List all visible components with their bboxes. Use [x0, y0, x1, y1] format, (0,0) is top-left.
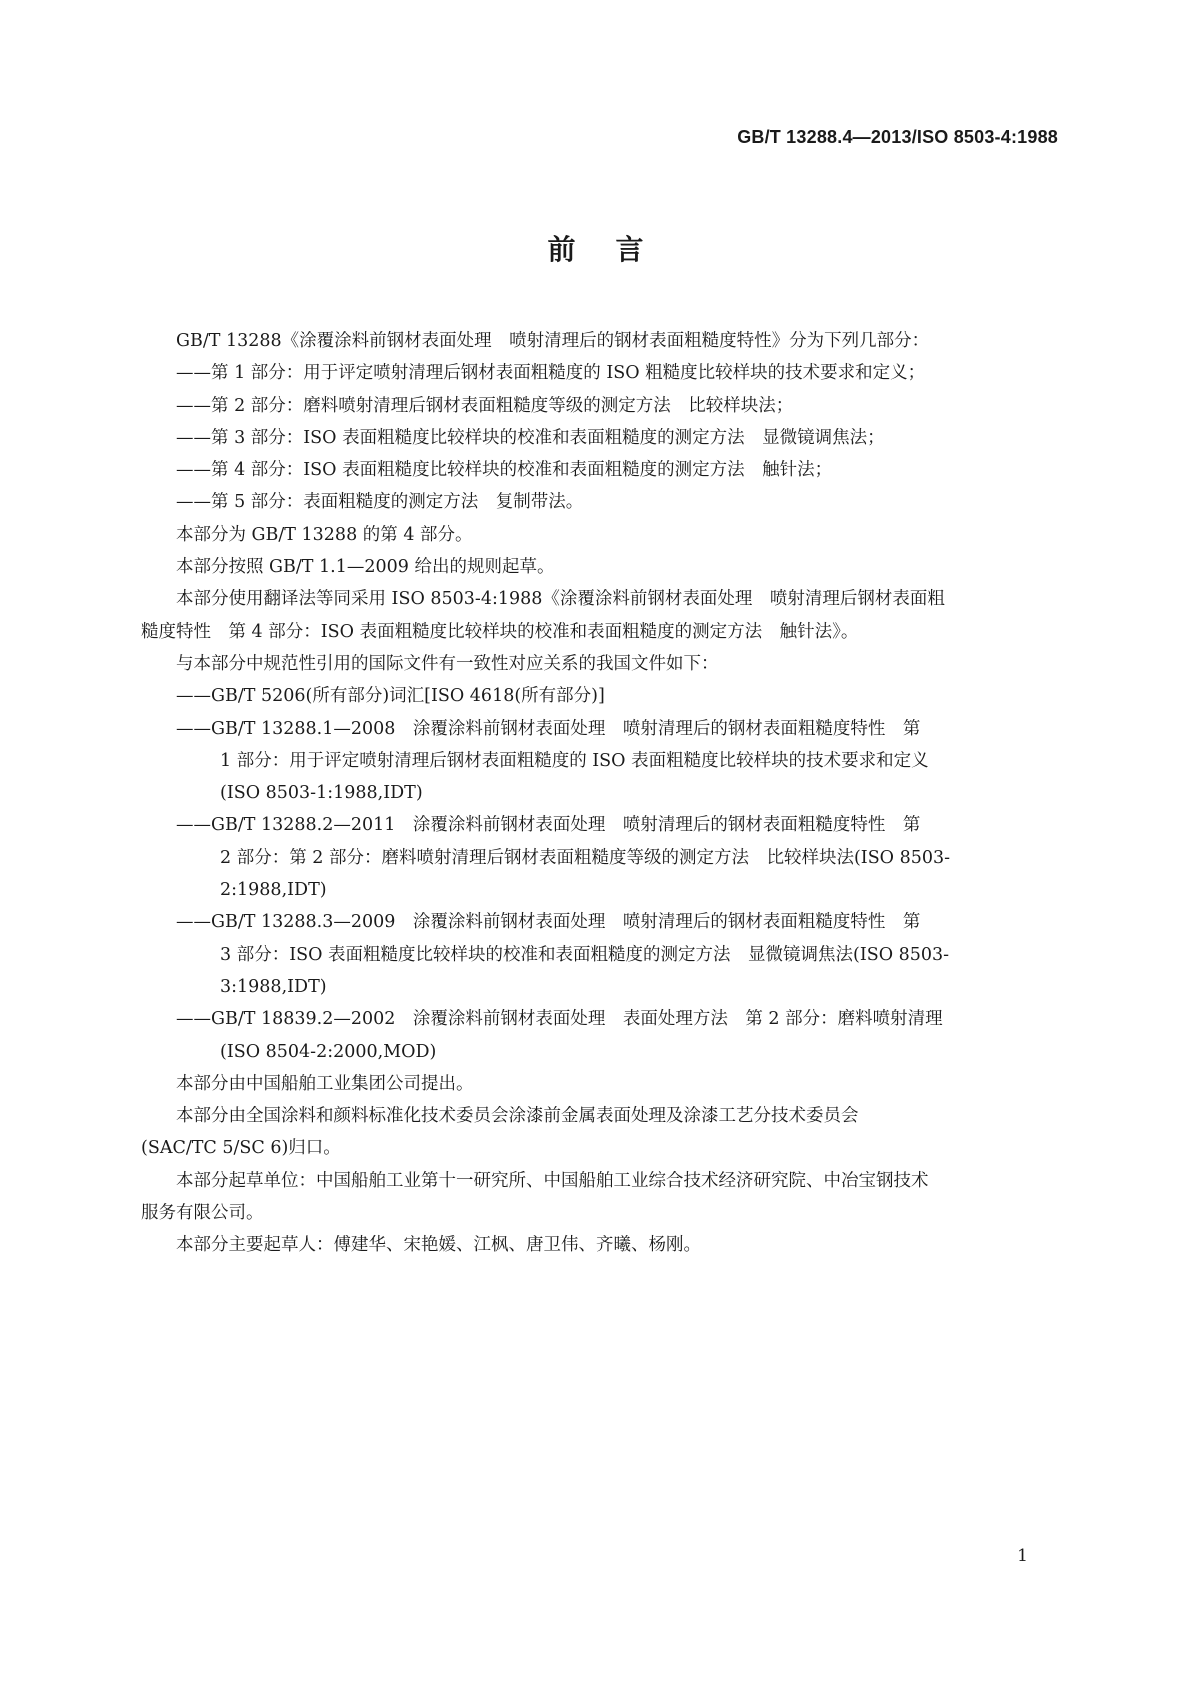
text-line: 3:1988,IDT) [220, 976, 327, 997]
text-line: (SAC/TC 5/SC 6)归口。 [141, 1138, 341, 1159]
text-line: 与本部分中规范性引用的国际文件有一致性对应关系的我国文件如下： [176, 653, 719, 674]
text-line: 2 部分：第 2 部分：磨料喷射清理后钢材表面粗糙度等级的测定方法 比较样块法(ISO 8503- [220, 847, 951, 868]
text-line: 服务有限公司。 [141, 1203, 264, 1224]
page-title: 前言 [547, 233, 684, 266]
text-line: ——第 3 部分：ISO 表面粗糙度比较样块的校准和表面粗糙度的测定方法 显微镜调焦法； [176, 427, 885, 448]
text-line: ——GB/T 13288.2—2011 涂覆涂料前钢材表面处理 喷射清理后的钢材表面粗糙度特性 第 [176, 815, 921, 836]
text-line: ——第 5 部分：表面粗糙度的测定方法 复制带法。 [176, 492, 584, 513]
text-line: 本部分为 GB/T 13288 的第 4 部分。 [176, 524, 473, 545]
text-line: ——第 1 部分：用于评定喷射清理后钢材表面粗糙度的 ISO 粗糙度比较样块的技术要求和定义； [176, 363, 926, 384]
text-line: 3 部分：ISO 表面粗糙度比较样块的校准和表面粗糙度的测定方法 显微镜调焦法(ISO 8503- [220, 944, 950, 965]
page-number: 1 [1017, 1546, 1028, 1566]
text-line: 本部分起草单位：中国船舶工业第十一研究所、中国船舶工业综合技术经济研究院、中冶宝钢技术 [176, 1170, 929, 1191]
text-line: 本部分主要起草人：傅建华、宋艳媛、江枫、唐卫伟、齐曦、杨刚。 [176, 1235, 701, 1256]
text-line: 本部分由中国船舶工业集团公司提出。 [176, 1073, 474, 1094]
foreword-body [141, 325, 1058, 1262]
text-line: 1 部分：用于评定喷射清理后钢材表面粗糙度的 ISO 表面粗糙度比较样块的技术要求和定义 [220, 750, 929, 771]
standard-code: GB/T 13288.4—2013/ISO 8503-4:1988 [737, 127, 1058, 147]
text-line: ——GB/T 18839.2—2002 涂覆涂料前钢材表面处理 表面处理方法 第 2 部分：磨料喷射清理 [176, 1009, 943, 1030]
text-line: ——GB/T 13288.1—2008 涂覆涂料前钢材表面处理 喷射清理后的钢材表面粗糙度特性 第 [176, 718, 921, 739]
text-line: 本部分按照 GB/T 1.1—2009 给出的规则起草。 [176, 557, 555, 578]
text-line: 本部分由全国涂料和颜料标准化技术委员会涂漆前金属表面处理及涂漆工艺分技术委员会 [176, 1106, 859, 1127]
text-line: ——第 2 部分：磨料喷射清理后钢材表面粗糙度等级的测定方法 比较样块法； [176, 395, 794, 416]
text-line: 糙度特性 第 4 部分：ISO 表面粗糙度比较样块的校准和表面粗糙度的测定方法 触针法》。 [141, 621, 859, 642]
text-line: GB/T 13288《涂覆涂料前钢材表面处理 喷射清理后的钢材表面粗糙度特性》分为下列几部分： [176, 331, 930, 351]
text-line: (ISO 8504-2:2000,MOD) [220, 1041, 437, 1062]
text-line: 本部分使用翻译法等同采用 ISO 8503-4:1988《涂覆涂料前钢材表面处理 喷射清理后钢材表面粗 [176, 589, 945, 610]
text-line: ——GB/T 13288.3—2009 涂覆涂料前钢材表面处理 喷射清理后的钢材表面粗糙度特性 第 [176, 912, 921, 933]
text-line: ——GB/T 5206(所有部分)词汇[ISO 4618(所有部分)] [176, 686, 605, 707]
text-line: (ISO 8503-1:1988,IDT) [220, 783, 423, 804]
text-line: ——第 4 部分：ISO 表面粗糙度比较样块的校准和表面粗糙度的测定方法 触针法； [176, 460, 833, 481]
text-line: 2:1988,IDT) [220, 880, 327, 901]
